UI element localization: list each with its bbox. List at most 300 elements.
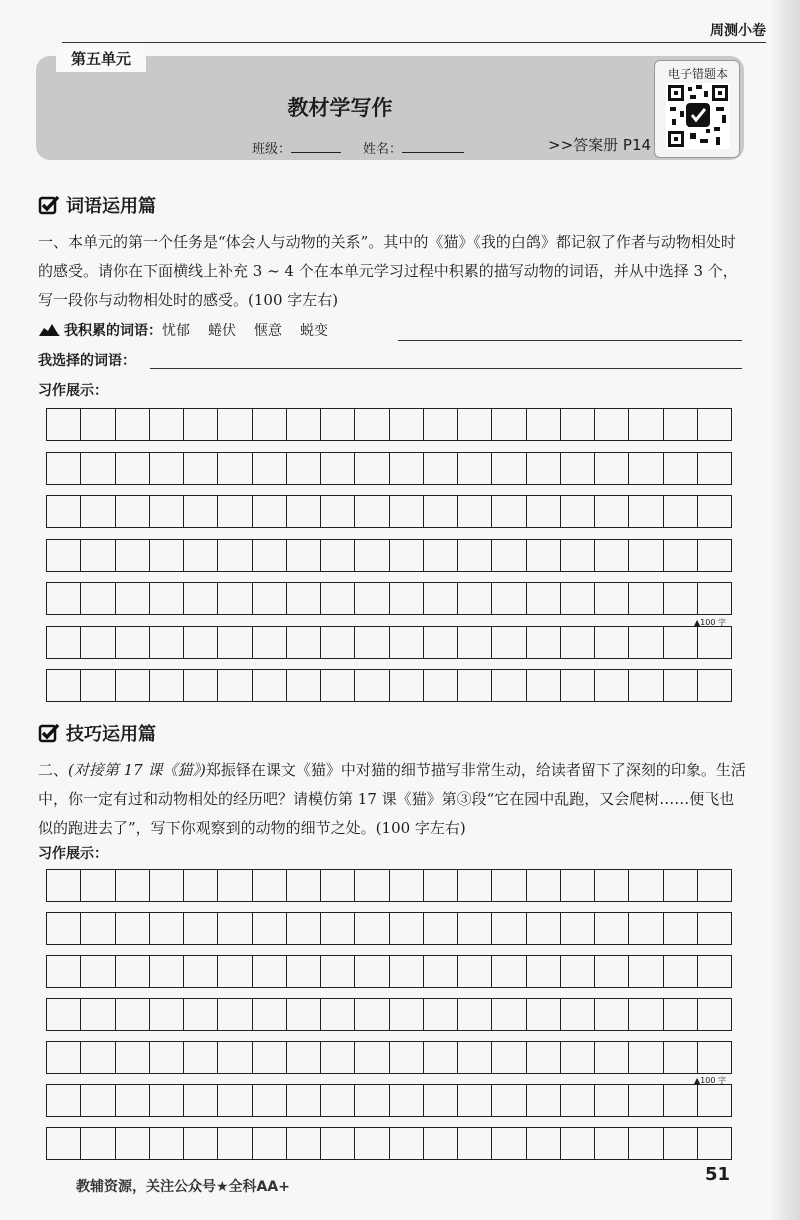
grid-cell[interactable]: [286, 913, 320, 945]
grid-cell[interactable]: [629, 583, 663, 615]
grid-cell[interactable]: [321, 1042, 355, 1074]
grid-cell[interactable]: [423, 999, 457, 1031]
grid-cell[interactable]: [81, 999, 115, 1031]
grid-cell[interactable]: [81, 913, 115, 945]
accumulated-words-blank[interactable]: [398, 340, 742, 341]
grid-cell[interactable]: [423, 913, 457, 945]
grid-cell[interactable]: [252, 670, 286, 702]
grid-cell[interactable]: [252, 870, 286, 902]
grid-row: [46, 955, 732, 988]
grid-cell[interactable]: [663, 409, 697, 441]
grid-cell[interactable]: [492, 539, 526, 571]
grid-cell[interactable]: [47, 1085, 81, 1117]
grid-cell[interactable]: [115, 409, 149, 441]
grid-cell[interactable]: [492, 670, 526, 702]
grid-cell[interactable]: [81, 452, 115, 484]
grid-cell[interactable]: [149, 452, 183, 484]
grid-cell[interactable]: [492, 583, 526, 615]
grid-cell[interactable]: [526, 539, 560, 571]
grid-cell[interactable]: [663, 956, 697, 988]
question-1-text: 一、本单元的第一个任务是“体会人与动物的关系”。其中的《猫》《我的白鸽》都记叙了作者与动物相处时的感受。请你在下面横线上补充 3 ~ 4 个在本单元学习过程中积累的描写动物的词语，并从中选择 3 个，写一段你与动物相处时的感受。(100 字左右): [38, 233, 738, 309]
grid-cell[interactable]: [115, 870, 149, 902]
question-2-link: (对接第 17 课《猫》): [68, 761, 206, 779]
grid-cell[interactable]: [184, 1128, 218, 1160]
grid-cell[interactable]: [629, 956, 663, 988]
grid-cell[interactable]: [595, 626, 629, 658]
grid-cell[interactable]: [252, 999, 286, 1031]
grid-cell[interactable]: [458, 539, 492, 571]
grid-cell[interactable]: [629, 409, 663, 441]
grid-cell[interactable]: [492, 496, 526, 528]
grid-row: [46, 869, 732, 902]
grid-cell[interactable]: [218, 1085, 252, 1117]
grid-cell[interactable]: [697, 913, 731, 945]
worksheet-title: 教材学写作: [287, 96, 393, 120]
grid-cell[interactable]: [321, 539, 355, 571]
grid-cell[interactable]: [286, 670, 320, 702]
grid-cell[interactable]: [560, 583, 594, 615]
grid-cell[interactable]: [184, 496, 218, 528]
grid-cell[interactable]: [389, 870, 423, 902]
grid-cell[interactable]: [149, 1128, 183, 1160]
grid-cell[interactable]: [663, 913, 697, 945]
grid-cell[interactable]: [663, 452, 697, 484]
grid-cell[interactable]: [526, 670, 560, 702]
grid-row: [46, 669, 732, 702]
grid-cell[interactable]: [286, 626, 320, 658]
grid-cell[interactable]: [595, 1042, 629, 1074]
grid-cell[interactable]: [115, 670, 149, 702]
grid-cell[interactable]: [663, 870, 697, 902]
grid-cell[interactable]: [115, 956, 149, 988]
grid-cell[interactable]: [458, 956, 492, 988]
grid-cell[interactable]: [697, 1042, 731, 1074]
grid-cell[interactable]: [697, 452, 731, 484]
grid-cell[interactable]: [560, 670, 594, 702]
grid-cell[interactable]: [492, 1128, 526, 1160]
grid-cell[interactable]: [458, 999, 492, 1031]
grid-cell[interactable]: [458, 452, 492, 484]
grid-cell[interactable]: [629, 496, 663, 528]
grid-cell[interactable]: [595, 913, 629, 945]
grid-cell[interactable]: [286, 956, 320, 988]
grid-cell[interactable]: [560, 1042, 594, 1074]
grid-cell[interactable]: [492, 1085, 526, 1117]
grid-cell[interactable]: [184, 1085, 218, 1117]
grid-cell[interactable]: [47, 956, 81, 988]
grid-row: [46, 452, 732, 485]
grid-cell[interactable]: [286, 409, 320, 441]
grid-cell[interactable]: [149, 999, 183, 1031]
grid-cell[interactable]: [47, 870, 81, 902]
grid-cell[interactable]: [663, 1085, 697, 1117]
grid-cell[interactable]: [81, 1042, 115, 1074]
grid-cell[interactable]: [595, 870, 629, 902]
grid-cell[interactable]: [526, 1128, 560, 1160]
grid-cell[interactable]: [458, 1042, 492, 1074]
grid-cell[interactable]: [423, 670, 457, 702]
grid-cell[interactable]: [389, 496, 423, 528]
name-blank[interactable]: [402, 141, 464, 153]
grid-cell[interactable]: [629, 913, 663, 945]
grid-cell[interactable]: [629, 1085, 663, 1117]
word-2: 蜷伏: [208, 323, 236, 339]
grid-cell[interactable]: [184, 999, 218, 1031]
grid-cell[interactable]: [355, 1085, 389, 1117]
grid-cell[interactable]: [184, 670, 218, 702]
grid-row: [46, 539, 732, 572]
grid-cell[interactable]: [115, 496, 149, 528]
grid-cell[interactable]: [526, 999, 560, 1031]
grid-cell[interactable]: [697, 626, 731, 658]
grid-cell[interactable]: [149, 670, 183, 702]
grid-cell[interactable]: [389, 539, 423, 571]
grid-cell[interactable]: [355, 956, 389, 988]
grid-cell[interactable]: [629, 1128, 663, 1160]
grid-cell[interactable]: [184, 583, 218, 615]
grid-cell[interactable]: [697, 1128, 731, 1160]
accumulated-words: [162, 323, 346, 339]
grid-cell[interactable]: [321, 670, 355, 702]
grid-cell[interactable]: [492, 956, 526, 988]
grid-cell[interactable]: [286, 452, 320, 484]
grid-cell[interactable]: [458, 1128, 492, 1160]
grid-cell[interactable]: [218, 956, 252, 988]
grid-cell[interactable]: [252, 1042, 286, 1074]
grid-cell[interactable]: [389, 1042, 423, 1074]
grid-cell[interactable]: [286, 496, 320, 528]
grid-cell[interactable]: [663, 496, 697, 528]
grid-cell[interactable]: [321, 1085, 355, 1117]
grid-cell[interactable]: [492, 999, 526, 1031]
grid-cell[interactable]: [47, 452, 81, 484]
qr-code-icon[interactable]: [666, 83, 730, 149]
grid-cell[interactable]: [218, 452, 252, 484]
grid-cell[interactable]: [115, 1085, 149, 1117]
grid-cell[interactable]: [218, 496, 252, 528]
grid-cell[interactable]: [184, 626, 218, 658]
grid-cell[interactable]: [697, 496, 731, 528]
grid-cell[interactable]: [595, 583, 629, 615]
grid-cell[interactable]: [321, 870, 355, 902]
grid-cell[interactable]: [526, 956, 560, 988]
grid-cell[interactable]: [595, 1085, 629, 1117]
grid-cell[interactable]: [286, 999, 320, 1031]
grid-cell[interactable]: [560, 409, 594, 441]
grid-cell[interactable]: [149, 1042, 183, 1074]
grid-cell[interactable]: [218, 583, 252, 615]
grid-cell[interactable]: [149, 956, 183, 988]
grid-cell[interactable]: [47, 999, 81, 1031]
grid-cell[interactable]: [526, 913, 560, 945]
grid-cell[interactable]: [115, 999, 149, 1031]
grid-cell[interactable]: [629, 1042, 663, 1074]
grid-cell[interactable]: [184, 913, 218, 945]
grid-cell[interactable]: [663, 583, 697, 615]
grid-cell[interactable]: [492, 1042, 526, 1074]
grid-cell[interactable]: [321, 626, 355, 658]
grid-cell[interactable]: [697, 956, 731, 988]
grid-cell[interactable]: [218, 870, 252, 902]
class-blank[interactable]: [291, 141, 341, 153]
grid-cell[interactable]: [355, 999, 389, 1031]
grid-cell[interactable]: [526, 496, 560, 528]
grid-cell[interactable]: [423, 409, 457, 441]
grid-cell[interactable]: [526, 409, 560, 441]
grid-cell[interactable]: [115, 626, 149, 658]
grid-cell[interactable]: [389, 1128, 423, 1160]
grid-cell[interactable]: [663, 999, 697, 1031]
grid-cell[interactable]: [423, 626, 457, 658]
grid-cell[interactable]: [492, 626, 526, 658]
grid-cell[interactable]: [149, 583, 183, 615]
grid-cell[interactable]: [81, 539, 115, 571]
grid-cell[interactable]: [389, 409, 423, 441]
grid-cell[interactable]: [389, 583, 423, 615]
grid-cell[interactable]: [389, 999, 423, 1031]
grid-cell[interactable]: [286, 870, 320, 902]
grid-cell[interactable]: [218, 1128, 252, 1160]
grid-cell[interactable]: [47, 1128, 81, 1160]
grid-cell[interactable]: [286, 1128, 320, 1160]
grid-cell[interactable]: [629, 539, 663, 571]
grid-cell[interactable]: [81, 583, 115, 615]
grid-cell[interactable]: [321, 452, 355, 484]
grid-cell[interactable]: [252, 626, 286, 658]
grid-cell[interactable]: [321, 913, 355, 945]
grid-cell[interactable]: [423, 1128, 457, 1160]
grid-cell[interactable]: [595, 496, 629, 528]
grid-cell[interactable]: [115, 913, 149, 945]
grid-cell[interactable]: [560, 539, 594, 571]
grid-cell[interactable]: [663, 1128, 697, 1160]
grid-cell[interactable]: [355, 1128, 389, 1160]
grid-cell[interactable]: [458, 913, 492, 945]
grid-cell[interactable]: [184, 452, 218, 484]
grid-cell[interactable]: [47, 1042, 81, 1074]
grid-cell[interactable]: [458, 670, 492, 702]
grid-cell[interactable]: [218, 999, 252, 1031]
grid-cell[interactable]: [526, 626, 560, 658]
grid-cell[interactable]: [81, 626, 115, 658]
grid-cell[interactable]: [81, 670, 115, 702]
grid-cell[interactable]: [149, 626, 183, 658]
grid-cell[interactable]: [47, 409, 81, 441]
corner-tag: 周测小卷: [710, 23, 766, 39]
grid-cell[interactable]: [286, 583, 320, 615]
grid-cell[interactable]: [560, 999, 594, 1031]
grid-cell[interactable]: [355, 409, 389, 441]
grid-cell[interactable]: [697, 539, 731, 571]
grid-cell[interactable]: [560, 626, 594, 658]
grid-cell[interactable]: [218, 409, 252, 441]
grid-cell[interactable]: [389, 670, 423, 702]
grid-cell[interactable]: [321, 496, 355, 528]
grid-cell[interactable]: [252, 1128, 286, 1160]
grid-cell[interactable]: [697, 583, 731, 615]
grid-cell[interactable]: [184, 870, 218, 902]
grid-cell[interactable]: [252, 452, 286, 484]
grid-cell[interactable]: [321, 999, 355, 1031]
grid-cell[interactable]: [355, 539, 389, 571]
grid-cell[interactable]: [218, 670, 252, 702]
grid-cell[interactable]: [423, 452, 457, 484]
grid-cell[interactable]: [252, 583, 286, 615]
grid-cell[interactable]: [81, 870, 115, 902]
grid-cell[interactable]: [663, 1042, 697, 1074]
grid-cell[interactable]: [252, 539, 286, 571]
grid-cell[interactable]: [115, 1128, 149, 1160]
grid-cell[interactable]: [218, 913, 252, 945]
grid-cell[interactable]: [458, 583, 492, 615]
page-number: 51: [704, 1164, 730, 1185]
grid-cell[interactable]: [526, 1042, 560, 1074]
grid-cell[interactable]: [389, 956, 423, 988]
grid-cell[interactable]: [321, 583, 355, 615]
grid-cell[interactable]: [697, 670, 731, 702]
grid-cell[interactable]: [526, 452, 560, 484]
grid-cell[interactable]: [458, 626, 492, 658]
grid-cell[interactable]: [423, 496, 457, 528]
grid-cell[interactable]: [629, 870, 663, 902]
grid-cell[interactable]: [423, 539, 457, 571]
grid-cell[interactable]: [663, 626, 697, 658]
grid-cell[interactable]: [458, 496, 492, 528]
grid-cell[interactable]: [458, 1085, 492, 1117]
grid-cell[interactable]: [184, 956, 218, 988]
grid-cell[interactable]: [595, 670, 629, 702]
grid-cell[interactable]: [697, 1085, 731, 1117]
grid-cell[interactable]: [560, 452, 594, 484]
grid-cell[interactable]: [423, 1042, 457, 1074]
grid-cell[interactable]: [355, 496, 389, 528]
grid-cell[interactable]: [423, 1085, 457, 1117]
grid-cell[interactable]: [560, 870, 594, 902]
grid-cell[interactable]: [355, 626, 389, 658]
grid-cell[interactable]: [184, 409, 218, 441]
grid-cell[interactable]: [423, 956, 457, 988]
grid-cell[interactable]: [252, 496, 286, 528]
grid-cell[interactable]: [321, 1128, 355, 1160]
grid-cell[interactable]: [526, 583, 560, 615]
grid-cell[interactable]: [389, 1085, 423, 1117]
grid-cell[interactable]: [355, 583, 389, 615]
grid-cell[interactable]: [47, 583, 81, 615]
grid-cell[interactable]: [595, 999, 629, 1031]
grid-cell[interactable]: [47, 670, 81, 702]
grid-cell[interactable]: [115, 583, 149, 615]
grid-cell[interactable]: [492, 409, 526, 441]
grid-cell[interactable]: [595, 539, 629, 571]
grid-cell[interactable]: [252, 1085, 286, 1117]
grid-cell[interactable]: [115, 1042, 149, 1074]
chosen-words-blank[interactable]: [150, 368, 742, 369]
grid-cell[interactable]: [492, 913, 526, 945]
grid-cell[interactable]: [355, 452, 389, 484]
word-count-marker-1: ▲100 字: [694, 618, 726, 627]
grid-cell[interactable]: [184, 539, 218, 571]
grid-cell[interactable]: [458, 409, 492, 441]
grid-cell[interactable]: [355, 870, 389, 902]
grid-cell[interactable]: [286, 539, 320, 571]
grid-cell[interactable]: [252, 956, 286, 988]
grid-cell[interactable]: [389, 913, 423, 945]
grid-cell[interactable]: [149, 913, 183, 945]
grid-cell[interactable]: [492, 452, 526, 484]
grid-cell[interactable]: [286, 1085, 320, 1117]
grid-cell[interactable]: [252, 913, 286, 945]
grid-cell[interactable]: [81, 1085, 115, 1117]
grid-cell[interactable]: [697, 409, 731, 441]
grid-cell[interactable]: [184, 1042, 218, 1074]
grid-cell[interactable]: [389, 626, 423, 658]
grid-cell[interactable]: [252, 409, 286, 441]
grid-cell[interactable]: [560, 956, 594, 988]
grid-cell[interactable]: [595, 956, 629, 988]
grid-cell[interactable]: [526, 870, 560, 902]
grid-cell[interactable]: [321, 409, 355, 441]
grid-cell[interactable]: [149, 496, 183, 528]
grid-cell[interactable]: [560, 913, 594, 945]
grid-cell[interactable]: [149, 409, 183, 441]
grid-cell[interactable]: [355, 1042, 389, 1074]
grid-cell[interactable]: [595, 409, 629, 441]
grid-cell[interactable]: [81, 409, 115, 441]
grid-cell[interactable]: [458, 870, 492, 902]
grid-cell[interactable]: [595, 452, 629, 484]
grid-cell[interactable]: [663, 539, 697, 571]
grid-cell[interactable]: [697, 870, 731, 902]
grid-cell[interactable]: [560, 1128, 594, 1160]
grid-cell[interactable]: [149, 870, 183, 902]
grid-cell[interactable]: [560, 1085, 594, 1117]
grid-cell[interactable]: [423, 870, 457, 902]
grid-cell[interactable]: [697, 999, 731, 1031]
grid-cell[interactable]: [321, 956, 355, 988]
grid-cell[interactable]: [663, 670, 697, 702]
grid-cell[interactable]: [629, 999, 663, 1031]
grid-cell[interactable]: [355, 913, 389, 945]
grid-cell[interactable]: [149, 1085, 183, 1117]
grid-cell[interactable]: [81, 496, 115, 528]
grid-cell[interactable]: [47, 913, 81, 945]
grid-cell[interactable]: [218, 539, 252, 571]
grid-cell[interactable]: [81, 1128, 115, 1160]
grid-cell[interactable]: [47, 539, 81, 571]
grid-cell[interactable]: [81, 956, 115, 988]
grid-cell[interactable]: [526, 1085, 560, 1117]
grid-cell[interactable]: [423, 583, 457, 615]
grid-cell[interactable]: [218, 626, 252, 658]
grid-cell[interactable]: [218, 1042, 252, 1074]
grid-cell[interactable]: [115, 539, 149, 571]
grid-cell[interactable]: [389, 452, 423, 484]
grid-cell[interactable]: [629, 452, 663, 484]
grid-cell[interactable]: [47, 626, 81, 658]
grid-cell[interactable]: [286, 1042, 320, 1074]
grid-cell[interactable]: [355, 670, 389, 702]
grid-cell[interactable]: [595, 1128, 629, 1160]
grid-cell[interactable]: [115, 452, 149, 484]
grid-cell[interactable]: [560, 496, 594, 528]
grid-cell[interactable]: [492, 870, 526, 902]
section2-heading-text: 技巧运用篇: [66, 724, 156, 745]
grid-cell[interactable]: [629, 626, 663, 658]
grid-row: [46, 1127, 732, 1160]
grid-cell[interactable]: [629, 670, 663, 702]
grid-cell[interactable]: [47, 496, 81, 528]
grid-cell[interactable]: [149, 539, 183, 571]
